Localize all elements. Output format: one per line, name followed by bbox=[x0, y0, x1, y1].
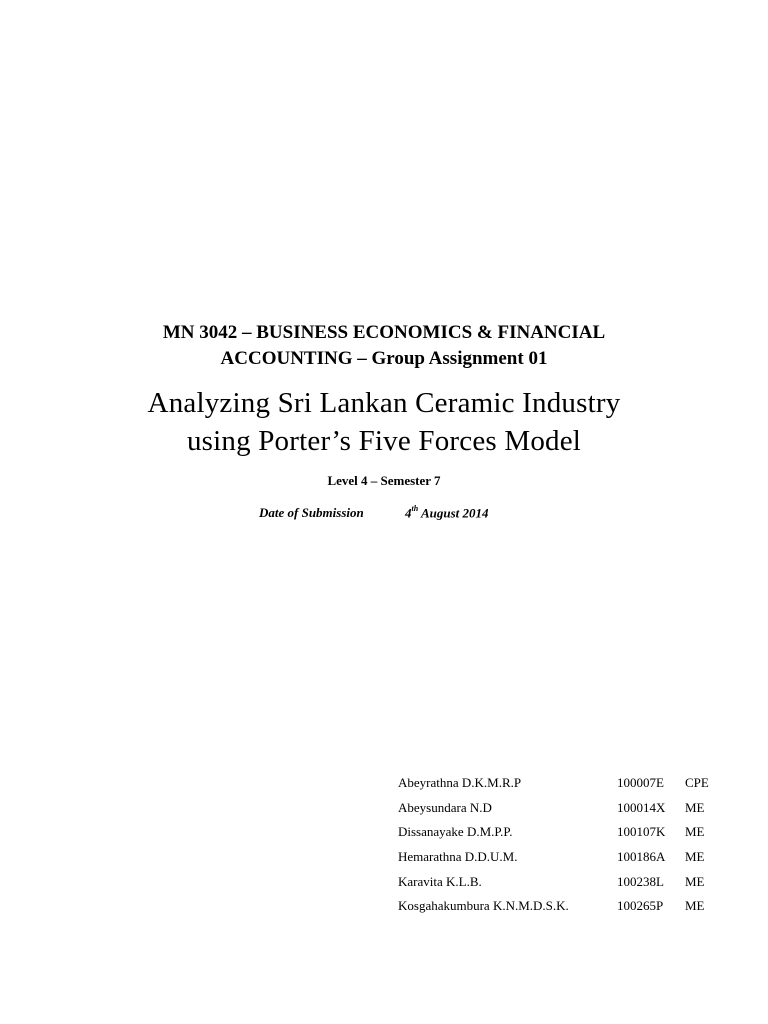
submission-month-year: August 2014 bbox=[418, 505, 489, 521]
member-row bbox=[398, 845, 725, 870]
member-row bbox=[398, 869, 725, 894]
member-id: 100107K bbox=[617, 824, 666, 840]
member-name: Abeysundara N.D bbox=[398, 799, 492, 815]
member-row bbox=[398, 796, 725, 821]
member-id: 100265P bbox=[617, 898, 664, 914]
course-line-1: MN 3042 – BUSINESS ECONOMICS & FINANCIAL bbox=[162, 322, 606, 343]
member-name: Hemarathna D.D.U.M. bbox=[398, 849, 518, 865]
member-name: Abeyrathna D.K.M.R.P bbox=[398, 775, 522, 791]
title-line-2: using Porter’s Five Forces Model bbox=[186, 425, 582, 457]
submission-label: Date of Submission bbox=[259, 505, 364, 521]
member-id: 100014X bbox=[617, 799, 666, 815]
member-list bbox=[398, 771, 725, 919]
member-department: ME bbox=[685, 898, 705, 914]
document-title bbox=[0, 384, 768, 460]
submission-day: 4 bbox=[405, 505, 412, 521]
member-row bbox=[398, 771, 725, 796]
member-id: 100238L bbox=[617, 873, 664, 889]
submission-day-suffix: th bbox=[411, 504, 419, 513]
course-heading bbox=[0, 320, 768, 372]
member-department: ME bbox=[685, 849, 705, 865]
member-name: Karavita K.L.B. bbox=[398, 873, 482, 889]
course-line-2: ACCOUNTING – Group Assignment 01 bbox=[220, 348, 548, 369]
member-department: CPE bbox=[685, 775, 709, 791]
member-row bbox=[398, 820, 725, 845]
member-row bbox=[398, 894, 725, 919]
title-line-1: Analyzing Sri Lankan Ceramic Industry bbox=[147, 387, 621, 419]
level-semester: Level 4 – Semester 7 bbox=[327, 473, 441, 488]
member-department: ME bbox=[685, 799, 705, 815]
submission-date-row bbox=[259, 505, 489, 521]
member-name: Dissanayake D.M.P.P. bbox=[398, 824, 513, 840]
member-department: ME bbox=[685, 873, 705, 889]
member-id: 100007E bbox=[617, 775, 664, 791]
member-department: ME bbox=[685, 824, 705, 840]
member-id: 100186A bbox=[617, 849, 666, 865]
member-name: Kosgahakumbura K.N.M.D.S.K. bbox=[398, 898, 569, 914]
